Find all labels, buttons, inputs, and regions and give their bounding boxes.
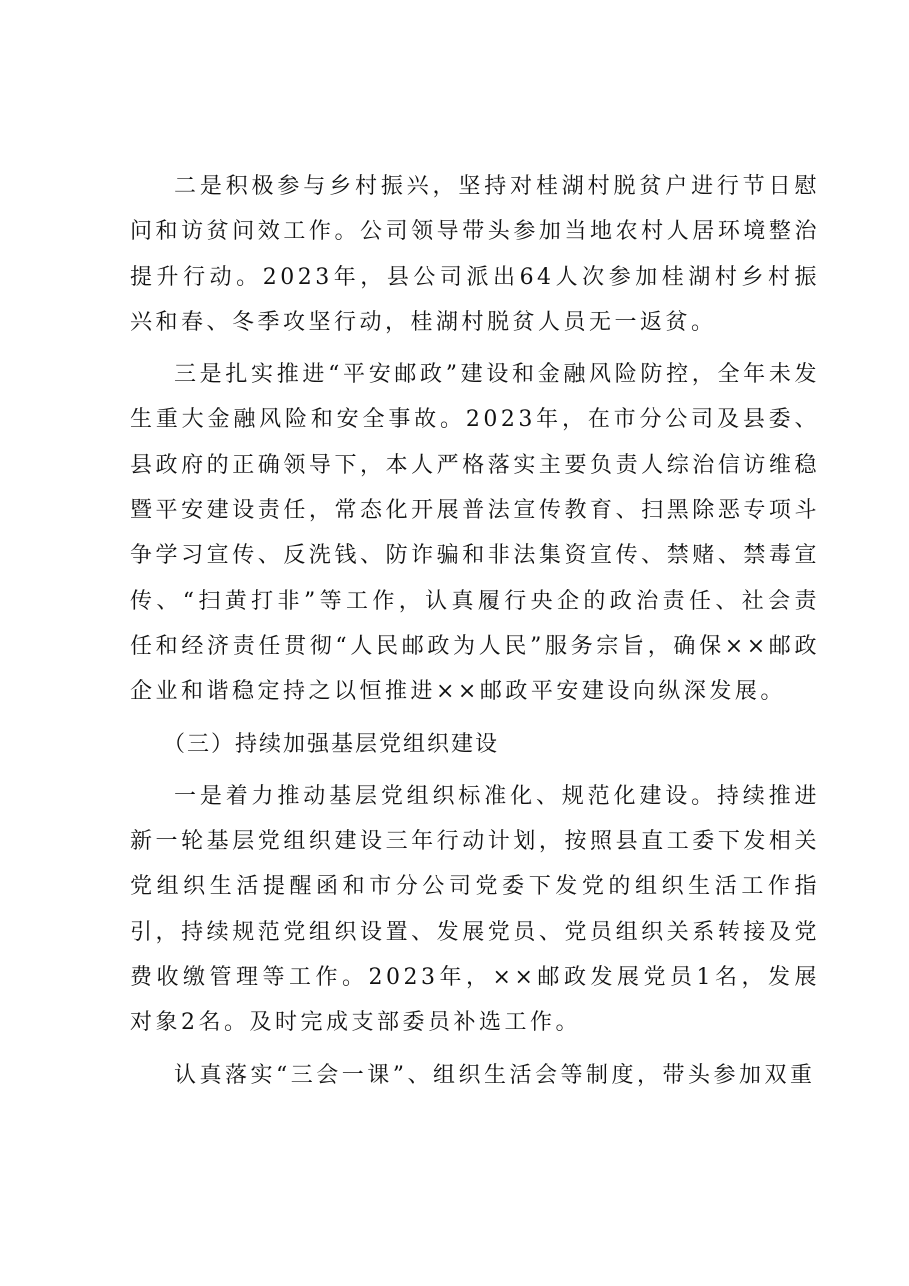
section-heading-party-building: （三）持续加强基层党组织建设 xyxy=(163,731,500,757)
paragraph-meetings-system: 认真落实“三会一课”、组织生活会等制度，带头参加双重 xyxy=(174,1062,816,1088)
document-body xyxy=(130,164,820,1098)
paragraph-party-standardization: 一是着力推动基层党组织标准化、规范化建设。持续推进新一轮基层党组织建设三年行动计划，按照县直工委下发相关党组织生活提醒函和市分公司党委下发党的组织生活工作指引，持续规范党组织设置、发展党员、党员组织关系转接及党费收缴管理等工作。2023年，××邮政发展党员1名，发展对象2名。及时完成支部委员补选工作。 xyxy=(130,783,820,1036)
paragraph-rural-revitalization: 二是积极参与乡村振兴，坚持对桂湖村脱贫户进行节日慰问和访贫问效工作。公司领导带头参加当地农村人居环境整治提升行动。2023年，县公司派出64人次参加桂湖村乡村振兴和春、冬季攻坚行动，桂湖村脱贫人员无一返贫。 xyxy=(130,174,820,335)
paragraph-safe-postal: 三是扎实推进“平安邮政”建设和金融风险防控，全年未发生重大金融风险和安全事故。2023年，在市分公司及县委、县政府的正确领导下，本人严格落实主要负责人综治信访维稳暨平安建设责任，常态化开展普法宣传教育、扫黑除恶专项斗争学习宣传、反洗钱、防诈骗和非法集资宣传、禁赌、禁毒宣传、“扫黄打非”等工作，认真履行央企的政治责任、社会责任和经济责任贯彻“人民邮政为人民”服务宗旨，确保××邮政企业和谐稳定持之以恒推进××邮政平安建设向纵深发展。 xyxy=(130,362,820,705)
